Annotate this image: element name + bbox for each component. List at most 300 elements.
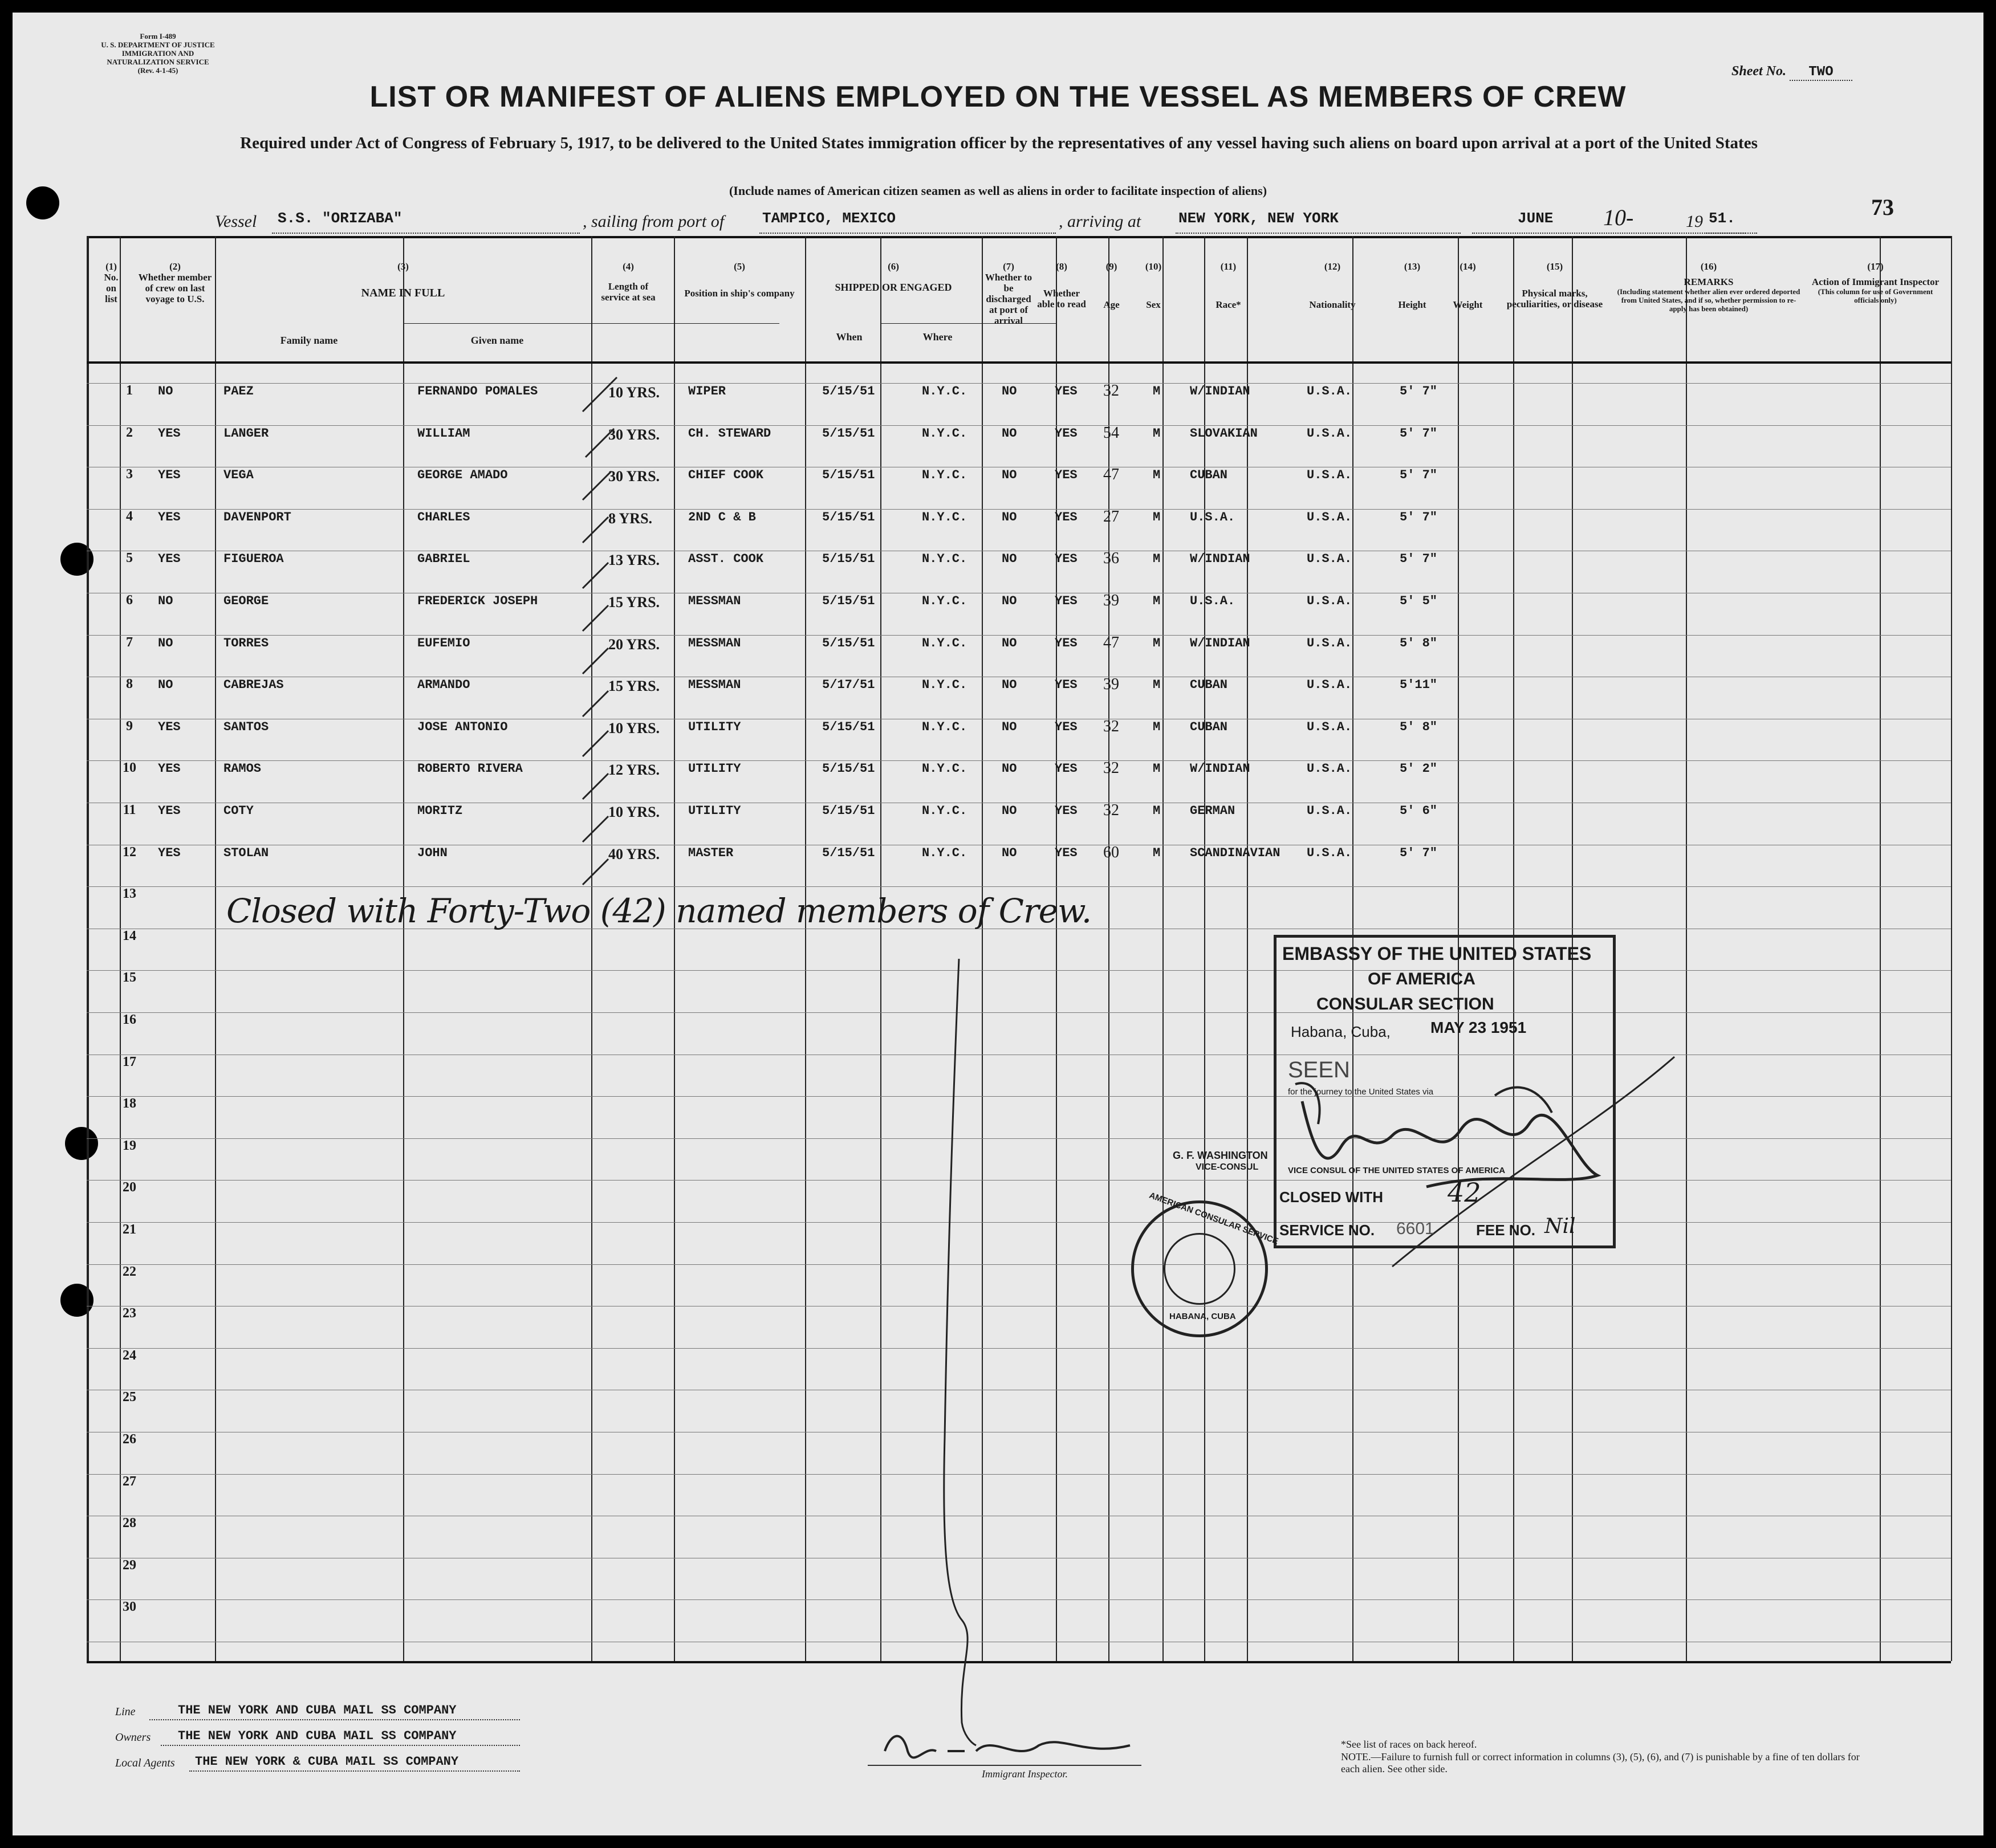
able-to-read-cell: YES <box>1055 468 1078 483</box>
col-note-17: (This column for use of Government officials only) <box>1818 287 1933 304</box>
height-cell: 5' 7" <box>1400 552 1438 567</box>
stamp-vice-consul: VICE CONSUL OF THE UNITED STATES OF AMERICA <box>1288 1166 1506 1175</box>
arrival-year: 51. <box>1709 210 1735 227</box>
able-to-read-cell: YES <box>1055 762 1078 776</box>
sex-cell: M <box>1153 804 1161 818</box>
stamp-line-2: OF AMERICA <box>1368 970 1475 988</box>
col-num-2: (2) <box>169 261 181 272</box>
last-voyage-cell: YES <box>158 845 181 860</box>
shipped-when-cell: 5/17/51 <box>822 678 875 693</box>
position-cell: MESSMAN <box>688 678 741 693</box>
subtitle-note: (Include names of American citizen seamen as well as aliens in order to facilitate inspection of aliens) <box>729 184 1267 198</box>
agents-underline <box>189 1770 520 1772</box>
shipped-where-cell: N.Y.C. <box>922 804 967 818</box>
row-number: 6 <box>126 593 133 608</box>
col-num-15: (15) <box>1546 261 1563 272</box>
discharged-cell: NO <box>1002 510 1017 524</box>
service-tick-12 <box>583 859 608 885</box>
age-cell: 39 <box>1103 675 1119 694</box>
col-label-7: Whether to be discharged at port of arrival <box>985 272 1032 326</box>
nationality-cell: U.S.A. <box>1307 510 1352 524</box>
shipped-when-cell: 5/15/51 <box>822 468 875 483</box>
footer-note-1: *See list of races on back hereof. <box>1341 1739 1477 1750</box>
able-to-read-cell: YES <box>1055 510 1078 524</box>
family-name-cell: DAVENPORT <box>223 510 291 524</box>
row-number: 19 <box>123 1138 136 1153</box>
nationality-cell: U.S.A. <box>1307 678 1352 693</box>
col-num-17: (17) <box>1867 261 1884 272</box>
discharged-cell: NO <box>1002 552 1017 567</box>
page-title: LIST OR MANIFEST OF ALIENS EMPLOYED ON THE VESSEL AS MEMBERS OF CREW <box>369 80 1627 113</box>
given-name-cell: GEORGE AMADO <box>417 468 508 483</box>
nationality-cell: U.S.A. <box>1307 636 1352 650</box>
shipped-when-cell: 5/15/51 <box>822 384 875 398</box>
race-cell: U.S.A. <box>1190 510 1235 524</box>
col-num-1: (1) <box>105 261 117 272</box>
given-name-cell: WILLIAM <box>417 426 470 441</box>
family-name-cell: TORRES <box>223 636 269 650</box>
service-tick-6 <box>583 605 608 631</box>
col-num-14: (14) <box>1460 261 1476 272</box>
able-to-read-cell: YES <box>1055 552 1078 567</box>
age-cell: 36 <box>1103 549 1119 568</box>
col-label-15: Physical marks, peculiarities, or disease <box>1506 288 1603 310</box>
last-voyage-cell: YES <box>158 468 181 483</box>
family-name-cell: CABREJAS <box>223 678 284 693</box>
closing-note: Closed with Forty-Two (42) named members of Crew. <box>226 892 1092 930</box>
row-number: 20 <box>123 1180 136 1195</box>
discharged-cell: NO <box>1002 636 1017 650</box>
col-header-3a: Family name <box>280 335 338 346</box>
col-num-9: (9) <box>1105 261 1117 272</box>
row-number: 30 <box>123 1599 136 1615</box>
service-cell: 30 YRS. <box>608 468 660 485</box>
row-number: 2 <box>126 425 133 440</box>
shipped-where-cell: N.Y.C. <box>922 468 967 483</box>
last-voyage-cell: NO <box>158 636 173 650</box>
last-voyage-cell: YES <box>158 719 181 734</box>
family-name-cell: RAMOS <box>223 762 262 776</box>
arrival-day: 10- <box>1603 205 1634 230</box>
given-name-cell: GABRIEL <box>417 552 470 567</box>
row-number: 29 <box>123 1557 136 1573</box>
row-number: 16 <box>123 1012 136 1027</box>
shipped-when-cell: 5/15/51 <box>822 426 875 441</box>
family-name-cell: VEGA <box>223 468 254 483</box>
height-cell: 5' 7" <box>1400 510 1438 524</box>
service-cell: 15 YRS. <box>608 594 660 610</box>
stamp-fee-value: Nil <box>1544 1215 1576 1238</box>
able-to-read-cell: YES <box>1055 845 1078 860</box>
sex-cell: M <box>1153 594 1161 608</box>
position-cell: UTILITY <box>688 719 741 734</box>
service-cell: 8 YRS. <box>608 510 653 527</box>
nationality-cell: U.S.A. <box>1307 762 1352 776</box>
service-tick-1 <box>583 377 617 412</box>
discharged-cell: NO <box>1002 678 1017 693</box>
given-name-cell: JOHN <box>417 845 448 860</box>
sex-cell: M <box>1153 510 1161 524</box>
page-subtitle: Required under Act of Congress of February 5, 1917, to be delivered to the United States immigration officer by the representatives of any vessel having such aliens on board upon arrival at a port of the United States <box>240 134 1758 152</box>
vertical-ditto-stroke <box>944 959 976 1745</box>
stamp-closed-value: 42 <box>1448 1177 1481 1208</box>
position-cell: WIPER <box>688 384 726 398</box>
stamp-line-1: EMBASSY OF THE UNITED STATES <box>1282 943 1592 964</box>
row-number: 12 <box>123 844 136 860</box>
col-label-14: Weight <box>1453 299 1483 310</box>
family-name-cell: PAEZ <box>223 384 254 398</box>
department-name: U. S. DEPARTMENT OF JUSTICE <box>101 40 215 49</box>
family-name-cell: SANTOS <box>223 719 269 734</box>
col-label-2: Whether member of crew on last voyage to U.S. <box>138 272 212 304</box>
given-name-cell: MORITZ <box>417 804 463 818</box>
vessel-name: S.S. "ORIZABA" <box>278 210 403 227</box>
last-voyage-cell: YES <box>158 510 181 524</box>
stamp-service-value: 6601 <box>1396 1219 1434 1238</box>
consular-seal <box>1131 1190 1280 1337</box>
height-cell: 5' 8" <box>1400 636 1438 650</box>
pen-strokes <box>13 13 1983 1835</box>
given-name-cell: EUFEMIO <box>417 636 470 650</box>
stamp-city: Habana, Cuba, <box>1291 1023 1391 1040</box>
service-tick-3 <box>583 471 611 500</box>
shipped-where-cell: N.Y.C. <box>922 762 967 776</box>
service-tick-4 <box>583 517 608 543</box>
race-cell: CUBAN <box>1190 468 1228 483</box>
service-cell: 10 YRS. <box>608 804 660 820</box>
age-cell: 60 <box>1103 843 1119 861</box>
row-number: 4 <box>126 508 133 524</box>
stamp-line-3: CONSULAR SECTION <box>1316 995 1494 1013</box>
stamp-journey: for the journey to the United States via <box>1288 1087 1434 1097</box>
agents-label: Local Agents <box>115 1757 175 1769</box>
sailing-from-label: , sailing from port of <box>583 212 725 231</box>
given-name-cell: ARMANDO <box>417 678 470 693</box>
nationality-cell: U.S.A. <box>1307 594 1352 608</box>
row-number: 28 <box>123 1516 136 1531</box>
col-note-16: (Including statement whether alien ever ordered deported from United States, and if so, whether permission to re-apply has been obtained) <box>1617 287 1800 313</box>
owners-underline <box>161 1745 520 1746</box>
row-number: 27 <box>123 1473 136 1489</box>
age-cell: 47 <box>1103 466 1119 484</box>
arriving-port: NEW YORK, NEW YORK <box>1178 210 1339 227</box>
service-tick-2 <box>586 429 614 457</box>
col-num-6: (6) <box>888 261 899 272</box>
service-name: IMMIGRATION AND NATURALIZATION SERVICE <box>107 49 209 66</box>
manifest-sheet <box>13 13 1983 1835</box>
race-cell: CUBAN <box>1190 678 1228 693</box>
able-to-read-cell: YES <box>1055 804 1078 818</box>
able-to-read-cell: YES <box>1055 636 1078 650</box>
height-cell: 5' 6" <box>1400 804 1438 818</box>
row-number: 7 <box>126 634 133 650</box>
height-cell: 5' 7" <box>1400 845 1438 860</box>
service-tick-9 <box>583 731 608 756</box>
shipped-where-cell: N.Y.C. <box>922 845 967 860</box>
nationality-cell: U.S.A. <box>1307 468 1352 483</box>
row-number: 25 <box>123 1390 136 1405</box>
shipped-when-cell: 5/15/51 <box>822 594 875 608</box>
shipped-when-cell: 5/15/51 <box>822 804 875 818</box>
form-number: Form I-489 <box>140 32 176 40</box>
eagle-icon <box>1164 1233 1235 1305</box>
sex-cell: M <box>1153 678 1161 693</box>
service-cell: 30 YRS. <box>608 426 660 443</box>
col-num-8: (8) <box>1056 261 1067 272</box>
race-cell: W/INDIAN <box>1190 384 1250 398</box>
position-cell: CHIEF COOK <box>688 468 764 483</box>
position-cell: UTILITY <box>688 804 741 818</box>
embassy-stamp <box>1274 935 1616 1248</box>
row-number: 23 <box>123 1306 136 1321</box>
col-label-9: Age <box>1103 299 1120 310</box>
row-number: 15 <box>123 970 136 986</box>
discharged-cell: NO <box>1002 762 1017 776</box>
shipped-when-cell: 5/15/51 <box>822 552 875 567</box>
vessel-label: Vessel <box>215 212 257 231</box>
given-name-cell: FERNANDO POMALES <box>417 384 538 398</box>
service-tick-11 <box>583 816 608 842</box>
sailing-from-port: TAMPICO, MEXICO <box>762 210 896 227</box>
shipped-when-cell: 5/15/51 <box>822 762 875 776</box>
position-cell: CH. STEWARD <box>688 426 771 441</box>
sheet-label: Sheet No. <box>1731 64 1786 79</box>
shipped-when-cell: 5/15/51 <box>822 845 875 860</box>
age-cell: 54 <box>1103 424 1119 442</box>
last-voyage-cell: YES <box>158 426 181 441</box>
col-num-11: (11) <box>1220 261 1237 272</box>
col-header-6a: When <box>836 331 863 343</box>
last-voyage-cell: YES <box>158 552 181 567</box>
page-number: 73 <box>1871 194 1894 220</box>
service-cell: 20 YRS. <box>608 636 660 653</box>
able-to-read-cell: YES <box>1055 426 1078 441</box>
height-cell: 5' 2" <box>1400 762 1438 776</box>
family-name-cell: GEORGE <box>223 594 269 608</box>
sex-cell: M <box>1153 719 1161 734</box>
row-number: 17 <box>123 1054 136 1069</box>
height-cell: 5'11" <box>1400 678 1438 693</box>
row-number: 10 <box>123 760 136 776</box>
col-num-5: (5) <box>734 261 745 272</box>
sex-cell: M <box>1153 552 1161 567</box>
col-label-6: SHIPPED OR ENGAGED <box>835 282 952 293</box>
last-voyage-cell: YES <box>158 762 181 776</box>
shipped-where-cell: N.Y.C. <box>922 719 967 734</box>
position-cell: MASTER <box>688 845 734 860</box>
row-number: 9 <box>126 718 133 734</box>
col-label-12: Nationality <box>1309 299 1356 310</box>
service-cell: 10 YRS. <box>608 719 660 736</box>
consul-title: VICE-CONSUL <box>1196 1162 1259 1172</box>
col-label-8: Whether able to read <box>1037 288 1086 310</box>
nationality-cell: U.S.A. <box>1307 384 1352 398</box>
discharged-cell: NO <box>1002 845 1017 860</box>
col-num-13: (13) <box>1404 261 1421 272</box>
service-cell: 13 YRS. <box>608 552 660 569</box>
row-number: 8 <box>126 677 133 692</box>
shipped-when-cell: 5/15/51 <box>822 510 875 524</box>
sheet-value: TWO <box>1790 64 1852 81</box>
year-prefix: 19 <box>1686 212 1703 231</box>
service-tick-7 <box>583 648 608 674</box>
able-to-read-cell: YES <box>1055 594 1078 608</box>
last-voyage-cell: YES <box>158 804 181 818</box>
service-cell: 40 YRS. <box>608 845 660 862</box>
shipped-where-cell: N.Y.C. <box>922 594 967 608</box>
nationality-cell: U.S.A. <box>1307 552 1352 567</box>
col-num-7: (7) <box>1003 261 1014 272</box>
nationality-cell: U.S.A. <box>1307 845 1352 860</box>
service-cell: 12 YRS. <box>608 762 660 779</box>
col-label-13: Height <box>1398 299 1426 310</box>
col-num-10: (10) <box>1145 261 1162 272</box>
sex-cell: M <box>1153 845 1161 860</box>
family-name-cell: FIGUEROA <box>223 552 284 567</box>
last-voyage-cell: NO <box>158 384 173 398</box>
race-cell: W/INDIAN <box>1190 636 1250 650</box>
last-voyage-cell: NO <box>158 594 173 608</box>
stamp-fee-label: FEE NO. <box>1476 1222 1536 1239</box>
row-number: 22 <box>123 1264 136 1279</box>
shipped-where-cell: N.Y.C. <box>922 636 967 650</box>
last-voyage-cell: NO <box>158 678 173 693</box>
race-cell: GERMAN <box>1190 804 1235 818</box>
age-cell: 32 <box>1103 382 1119 400</box>
nationality-cell: U.S.A. <box>1307 719 1352 734</box>
shipped-where-cell: N.Y.C. <box>922 384 967 398</box>
discharged-cell: NO <box>1002 468 1017 483</box>
line-label: Line <box>115 1705 136 1718</box>
consul-name: G. F. WASHINGTON <box>1173 1150 1268 1161</box>
sex-cell: M <box>1153 762 1161 776</box>
given-name-cell: CHARLES <box>417 510 470 524</box>
stamp-closed-label: CLOSED WITH <box>1279 1188 1383 1206</box>
row-number: 13 <box>123 886 136 902</box>
row-number: 24 <box>123 1348 136 1363</box>
inspector-label: Immigrant Inspector. <box>982 1768 1068 1780</box>
footer-note-2: NOTE.—Failure to furnish full or correct information in columns (3), (5), (6), and (7) is punishable by a fine of ten dollars for each alien. See other side. <box>1341 1751 1860 1774</box>
position-cell: MESSMAN <box>688 636 741 650</box>
row-number: 1 <box>126 383 133 398</box>
col-label-1: No. on list <box>104 272 119 304</box>
service-cell: 15 YRS. <box>608 678 660 695</box>
stamp-date: MAY 23 1951 <box>1430 1019 1527 1036</box>
col-num-16: (16) <box>1700 261 1717 272</box>
able-to-read-cell: YES <box>1055 678 1078 693</box>
height-cell: 5' 8" <box>1400 719 1438 734</box>
owners-label: Owners <box>115 1731 151 1744</box>
owners-value: THE NEW YORK AND CUBA MAIL SS COMPANY <box>178 1729 457 1743</box>
seal-text-top: AMERICAN CONSULAR SERVICE <box>1148 1190 1280 1247</box>
shipped-where-cell: N.Y.C. <box>922 678 967 693</box>
height-cell: 5' 5" <box>1400 594 1438 608</box>
given-name-cell: JOSE ANTONIO <box>417 719 508 734</box>
service-tick-5 <box>583 563 608 588</box>
able-to-read-cell: YES <box>1055 384 1078 398</box>
col-num-4: (4) <box>623 261 634 272</box>
discharged-cell: NO <box>1002 384 1017 398</box>
col-header-6b: Where <box>922 331 953 343</box>
family-name-cell: COTY <box>223 804 254 818</box>
shipped-where-cell: N.Y.C. <box>922 510 967 524</box>
nationality-cell: U.S.A. <box>1307 804 1352 818</box>
service-tick-10 <box>583 774 608 799</box>
col-label-17: Action of Immigrant Inspector <box>1811 276 1940 287</box>
age-cell: 47 <box>1103 633 1119 652</box>
col-label-4: Length of service at sea <box>601 281 656 303</box>
race-cell: W/INDIAN <box>1190 552 1250 567</box>
shipped-where-cell: N.Y.C. <box>922 552 967 567</box>
col-header-3b: Given name <box>470 335 524 346</box>
race-cell: CUBAN <box>1190 719 1228 734</box>
race-cell: SCANDINAVIAN <box>1190 845 1280 860</box>
height-cell: 5' 7" <box>1400 468 1438 483</box>
family-name-cell: STOLAN <box>223 845 269 860</box>
seal-text-bottom: HABANA, CUBA <box>1169 1312 1236 1321</box>
age-cell: 32 <box>1103 759 1119 778</box>
shipped-when-cell: 5/15/51 <box>822 636 875 650</box>
discharged-cell: NO <box>1002 804 1017 818</box>
age-cell: 27 <box>1103 507 1119 526</box>
sex-cell: M <box>1153 426 1161 441</box>
arriving-label: , arriving at <box>1059 212 1141 231</box>
row-number: 14 <box>123 928 136 943</box>
position-cell: 2ND C & B <box>688 510 756 524</box>
row-number: 21 <box>123 1222 136 1237</box>
able-to-read-cell: YES <box>1055 719 1078 734</box>
col-label-16: REMARKS <box>1684 276 1734 287</box>
col-label-3: NAME IN FULL <box>361 287 445 299</box>
form-revision: (Rev. 4-1-45) <box>137 66 178 75</box>
given-name-cell: FREDERICK JOSEPH <box>417 594 538 608</box>
col-num-3: (3) <box>397 261 409 272</box>
inspector-signature <box>885 1736 1130 1758</box>
agents-value: THE NEW YORK & CUBA MAIL SS COMPANY <box>195 1755 459 1769</box>
sex-cell: M <box>1153 468 1161 483</box>
line-value: THE NEW YORK AND CUBA MAIL SS COMPANY <box>178 1703 457 1717</box>
sex-cell: M <box>1153 384 1161 398</box>
family-name-cell: LANGER <box>223 426 269 441</box>
age-cell: 39 <box>1103 592 1119 609</box>
stamp-service-label: SERVICE NO. <box>1279 1222 1375 1239</box>
discharged-cell: NO <box>1002 719 1017 734</box>
race-cell: SLOVAKIAN <box>1190 426 1258 441</box>
row-number: 11 <box>123 803 136 817</box>
height-cell: 5' 7" <box>1400 426 1438 441</box>
position-cell: UTILITY <box>688 762 741 776</box>
stamp-seen: SEEN <box>1288 1057 1350 1082</box>
col-label-11: Race* <box>1216 299 1241 310</box>
age-cell: 32 <box>1103 801 1119 819</box>
position-cell: MESSMAN <box>688 594 741 608</box>
shipped-when-cell: 5/15/51 <box>822 719 875 734</box>
line-underline <box>149 1719 520 1720</box>
col-label-10: Sex <box>1146 299 1161 310</box>
service-cell: 10 YRS. <box>608 384 660 401</box>
col-label-5: Position in ship's company <box>684 288 795 299</box>
discharged-cell: NO <box>1002 594 1017 608</box>
row-number: 18 <box>123 1096 136 1112</box>
row-number: 26 <box>123 1432 136 1447</box>
col-num-12: (12) <box>1324 261 1341 272</box>
position-cell: ASST. COOK <box>688 552 764 567</box>
race-cell: U.S.A. <box>1190 594 1235 608</box>
race-cell: W/INDIAN <box>1190 762 1250 776</box>
shipped-where-cell: N.Y.C. <box>922 426 967 441</box>
row-number: 3 <box>126 467 133 482</box>
service-tick-8 <box>583 691 608 717</box>
